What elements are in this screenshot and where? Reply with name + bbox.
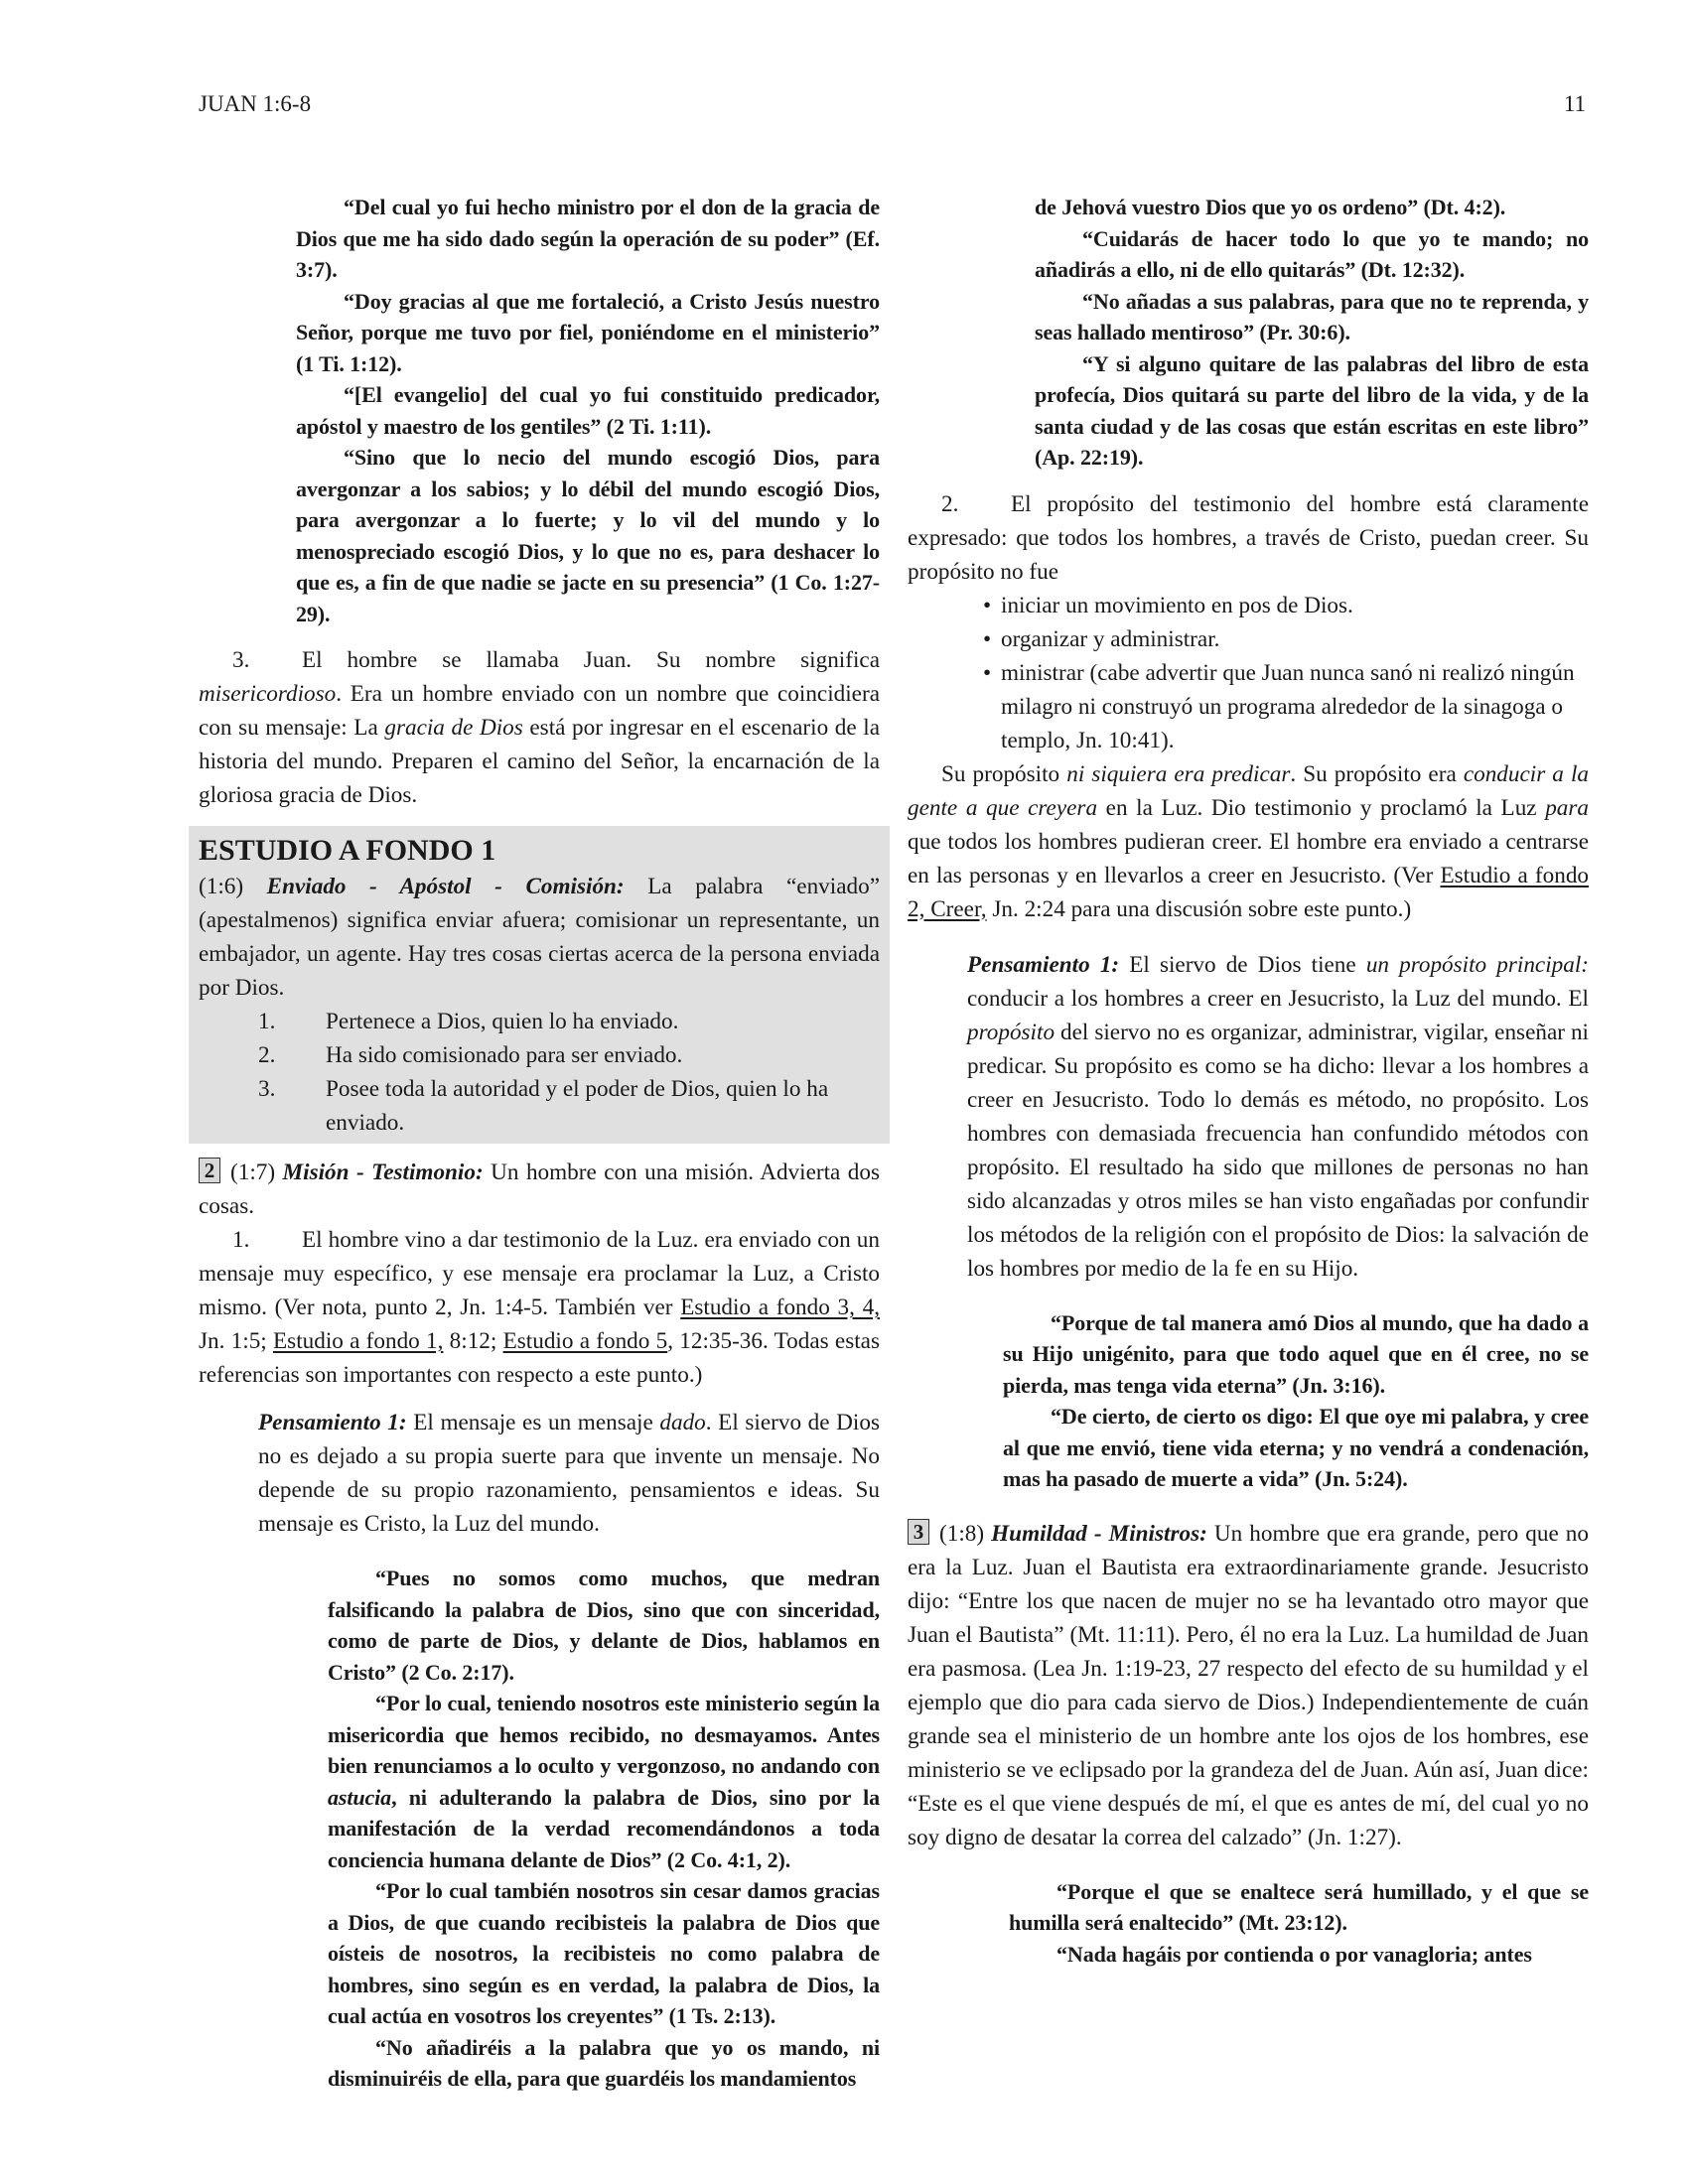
page-number: 11 [1563, 91, 1586, 116]
scripture-quotes-mid [1003, 1307, 1589, 1495]
right-column [908, 192, 1589, 1970]
thought-label: Pensamiento 1: [258, 1410, 407, 1435]
scripture-quote: “Porque el que se enaltece será humillado, y el que se humilla será enaltecido” (Mt. 23:12). [1009, 1878, 1589, 1935]
point-1-paragraph: 1. El hombre vino a dar testimonio de la Luz. era enviado con un mensaje muy específico, y ese mensaje era proclamar la Luz, a Cristo mismo. (Ver nota, punto 2, Jn. 1:4-5. También ver Estudio a fondo 3, 4, Jn. 1:5; Estudio a fondo 1, 8:12; Estudio a fondo 5, 12:35-36. Todas estas referencias son importantes con respecto a este punto.) [199, 1227, 880, 1388]
list-item: 1. Pertenece a Dios, quien lo ha enviado. [258, 1009, 679, 1034]
list-item: 2. Ha sido comisionado para ser enviado. [258, 1042, 683, 1068]
scripture-quote: “Pues no somos como muchos, que medran falsificando la palabra de Dios, sino que con sinceridad, como de parte de Dios, y delante de Dios, hablamos en Cristo” (2 Co. 2:17). [328, 1566, 880, 1685]
scripture-quote: “No añadas a sus palabras, para que no te reprenda, y seas hallado mentiroso” (Pr. 30:6). [1035, 288, 1589, 344]
thought-paragraph: Pensamiento 1: El siervo de Dios tiene un propósito principal: conducir a los hombres a creer en Jesucristo, la Luz del mundo. El propósito del siervo no es organizar, administrar, vigilar, enseñar ni predicar. Su propósito es como se ha dicho: llevar a los hombres a creer en Jesucristo. Todo lo demás es método, no propósito. Los hombres con demasiada frecuencia han confundido métodos con propósito. El resultado ha sido que millones de personas no han sido alcanzadas y otros miles se han visto engañadas por confundir los métodos de la religión con el propósito de Dios: la salvación de los hombres por medio de la fe en su Hijo. [967, 951, 1590, 1282]
scripture-quotes-bottom [328, 1563, 880, 2095]
point-3-paragraph: 3. El hombre se llamaba Juan. Su nombre significa misericordioso. Era un hombre enviado con un nombre que coincidiera con su mensaje: La gracia de Dios está por ingresar en el escenario de la historia del mundo. Preparen el camino del Señor, la encarnación de la gloriosa gracia de Dios. [199, 643, 880, 812]
scripture-quote: “Nada hagáis por contienda o por vanagloria; antes [1056, 1941, 1532, 1967]
study-box-text: (1:6) Enviado - Apóstol - Comisión: La palabra “enviado” (apestalmenos) significa enviar afuera; comisionar un representante, un embajador, un agente. Hay tres cosas ciertas acerca de la persona enviada por Dios. [199, 874, 880, 1001]
thought-paragraph: Pensamiento 1: El mensaje es un mensaje dado. El siervo de Dios no es dejado a su propia suerte para que invente un mensaje. No depende de su propio razonamiento, pensamientos e ideas. Su mensaje es Cristo, la Luz del mundo. [258, 1410, 880, 1537]
scripture-quote: “Doy gracias al que me fortaleció, a Cristo Jesús nuestro Señor, porque me tuvo por fiel, poniéndome en el ministerio” (1 Ti. 1:12). [296, 288, 880, 376]
study-box-title: ESTUDIO A FONDO 1 [199, 834, 496, 867]
scripture-quote: “Por lo cual, teniendo nosotros este ministerio según la misericordia que hemos recibido, no desmayamos. Antes bien renunciamos a lo oculto y vergonzoso, no andando con astucia, ni adulterando la palabra de Dios, sino por la manifestación de la verdad recomendándonos a toda conciencia humana delante de Dios” (2 Co. 4:1, 2). [328, 1691, 880, 1872]
scripture-quotes-bottom [1009, 1876, 1589, 1971]
scripture-quote: “Por lo cual también nosotros sin cesar damos gracias a Dios, de que cuando recibisteis la palabra de Dios que oísteis de nosotros, la recibisteis no como palabra de hombres, sino según es en verdad, la palabra de Dios, la cual actúa en vosotros los creyentes” (1 Ts. 2:13). [328, 1878, 880, 2028]
section-marker: 2 [199, 1158, 220, 1183]
section-marker: 3 [908, 1519, 929, 1545]
list-item: • organizar y administrar. [908, 622, 1589, 656]
study-box-subject: Enviado - Apóstol - Comisión: [266, 874, 625, 899]
scripture-quote: “Sino que lo necio del mundo escogió Dios, para avergonzar a los sabios; y lo débil del mundo escogió Dios, para avergonzar a lo fuerte; y lo vil del mundo y lo menospreciado escogió Dios, y lo que no es, para deshacer lo que es, a fin de que nadie se jacte en su presencia” (1 Co. 1:27-29). [296, 445, 880, 626]
cross-reference-link[interactable]: Estudio a fondo 5 [502, 1328, 668, 1354]
point-2-paragraph: 2. El propósito del testimonio del hombre está claramente expresado: que todos los hombres, a través de Cristo, puedan creer. Su propósito no fue [908, 490, 1589, 585]
purpose-paragraph: Su propósito ni siquiera era predicar. Su propósito era conducir a la gente a que creyera en la Luz. Dio testimonio y proclamó la Luz para que todos los hombres pudieran creer. El hombre era enviado a centrarse en las personas y en llevarlos a creer en Jesucristo. (Ver Estudio a fondo 2, Creer, Jn. 2:24 para una discusión sobre este punto.) [908, 760, 1590, 922]
section-2-heading-paragraph: 2 (1:7) Misión - Testimonio: Un hombre con una misión. Advierta dos cosas. [199, 1159, 880, 1219]
scripture-quote: “Del cual yo fui hecho ministro por el don de la gracia de Dios que me ha sido dado según la operación de su poder” (Ef. 3:7). [296, 195, 880, 282]
cross-reference-link[interactable]: Estudio a fondo 2, Creer, [908, 862, 1590, 922]
section-subject: Humildad - Ministros: [991, 1520, 1207, 1547]
section-subject: Misión - Testimonio: [282, 1160, 484, 1185]
list-item: • ministrar (cabe advertir que Juan nunca sanó ni realizó ningún milagro ni construyó un programa alrededor de la sinagoga o templo, Jn. 10:41). [908, 656, 1589, 757]
thought-label: Pensamiento 1: [967, 951, 1120, 978]
point-number: 3. [232, 647, 250, 673]
section-3-paragraph: 3 (1:8) Humildad - Ministros: Un hombre que era grande, pero que no era la Luz. Juan el Bautista era extraordinariamente grande. Jesucristo dijo: “Entre los que nacen de mujer no se ha levantado otro mayor que Juan el Bautista” (Mt. 11:11). Pero, él no era la Luz. La humildad de Juan era pasmosa. (Lea Jn. 1:19-23, 27 respecto del efecto de su humildad y el ejemplo que dio para cada siervo de Dios.) Independientemente de cuán grande sea el ministerio de un hombre ante los ojos de los hombres, ese ministerio se ve eclipsado por la grandeza del de Juan. Aún así, Juan dice: “Este es el que viene después de mí, el que es antes de mí, del cual yo no soy digno de desatar la correa del calzado” (Jn. 1:27). [908, 1519, 1589, 1850]
study-box-list [199, 1005, 880, 1140]
scripture-quote: “[El evangelio] del cual yo fui constituido predicador, apóstol y maestro de los gentiles” (2 Ti. 1:11). [296, 382, 880, 439]
scripture-quotes-top [296, 192, 880, 629]
cross-reference-link[interactable]: Estudio a fondo 3, 4, [680, 1295, 880, 1320]
list-item: • iniciar un movimiento en pos de Dios. [908, 589, 1589, 622]
scripture-quote: “Porque de tal manera amó Dios al mundo, que ha dado a su Hijo unigénito, para que todo aquel que en él cree, no se pierda, mas tenga vida eterna” (Jn. 3:16). [1003, 1309, 1589, 1398]
left-column [199, 192, 880, 2095]
cross-reference-link[interactable]: Estudio a fondo 1, [273, 1328, 444, 1354]
scripture-quote: de Jehová vuestro Dios que yo os ordeno” (Dt. 4:2). [1035, 195, 1506, 219]
scripture-quote: “De cierto, de cierto os digo: El que oye mi palabra, y cree al que me envió, tiene vida eterna; y no vendrá a condenación, mas ha pasado de muerte a vida” (Jn. 5:24). [1003, 1404, 1589, 1491]
scripture-quote: “Cuidarás de hacer todo lo que yo te mando; no añadirás a ello, ni de ello quitarás” (Dt. 12:32). [1035, 225, 1589, 282]
scripture-quote: “Y si alguno quitare de las palabras del libro de esta profecía, Dios quitará su parte del libro de la vida, y de la santa ciudad y de las cosas que están escritas en este libro” (Ap. 22:19). [1035, 350, 1589, 470]
study-box [189, 826, 890, 1144]
scripture-quote: “No añadiréis a la palabra que yo os mando, ni disminuiréis de ella, para que guardéis los mandamientos [328, 2034, 880, 2091]
purpose-bullet-list [908, 589, 1589, 757]
list-item: 3. Posee toda la autoridad y el poder de Dios, quien lo ha enviado. [258, 1076, 829, 1136]
running-head: JUAN 1:6-8 [199, 91, 312, 116]
scripture-quotes-top [1035, 192, 1589, 474]
